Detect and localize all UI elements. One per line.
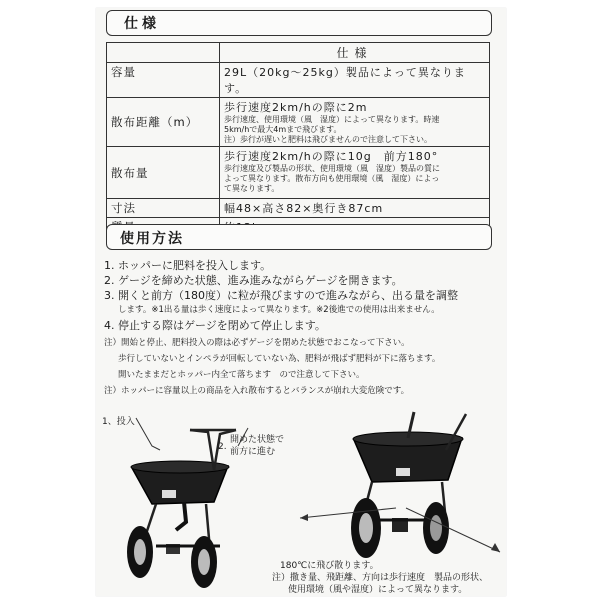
spec-label-amount: 散布量 <box>107 147 220 199</box>
spreader-illustration <box>96 410 506 596</box>
spec-row-dimensions <box>107 199 490 218</box>
note-1-line-3: 開いたままだとホッパー内全て落ちます ので注意して下さい。 <box>118 370 365 380</box>
arrow-right-icon <box>491 543 500 552</box>
note-1: 注）開始と停止、肥料投入の際は必ずゲージを閉めた状態でおこなって下さい。 <box>104 338 410 348</box>
label-input: 1、投入 <box>102 417 135 427</box>
spec-table <box>106 42 490 237</box>
spec-value-amount: 歩行速度2km/hの際に10g 前方180° 歩行速度及び製品の形状、使用環境（風 湿度）製品の質に よって異なります。散布方向も使用環境（風 湿度）によっ て異なります。 <box>220 147 490 199</box>
spec-table-header: 仕様 <box>220 43 490 63</box>
note-2: 注）ホッパーに容量以上の商品を入れ散布するとバランスが崩れ大変危険です。 <box>104 386 410 396</box>
usage-steps <box>104 258 500 399</box>
label-caution-line-1: 注）撒き量、飛距離、方向は歩行速度 製品の形状、 <box>272 573 489 583</box>
step-3-detail: します。※1出る量は歩く速度によって異なります。※2後進での使用は出来ません。 <box>118 305 440 315</box>
label-spread: 180℃に飛び散ります。 <box>280 561 379 571</box>
step-4: 4. 停止する際はゲージを閉めて停止します。 <box>104 319 326 332</box>
spreader-right-image <box>300 412 500 558</box>
spec-row-distance <box>107 98 490 147</box>
step-2: 2. ゲージを締めた状態、進み進みながらゲージを開きます。 <box>104 274 403 287</box>
label-open-line-1: 開めた状態で <box>230 435 285 445</box>
spec-value-distance: 歩行速度2km/hの際に2m 歩行速度、使用環境（風 湿度）によって異なります。時速 5km/hで最大4mまで飛びます。 注）歩行が遅いと肥料は飛びませんので注意して下さい。 <box>220 98 490 147</box>
spreader-left-image <box>127 430 236 588</box>
spec-heading-box <box>106 10 492 36</box>
spec-label-distance: 散布距離（m） <box>107 98 220 147</box>
spec-value-dimensions: 幅48×高さ82×奥行き87cm <box>220 199 490 218</box>
step-1: 1. ホッパーに肥料を投入します。 <box>104 259 272 272</box>
spec-heading: 仕様 <box>124 16 160 32</box>
label-open-line-2: 前方に進む <box>230 447 276 457</box>
spec-label-capacity: 容量 <box>107 63 220 98</box>
spec-label-dimensions: 寸法 <box>107 199 220 218</box>
label-open-number: 2. <box>218 442 227 452</box>
usage-heading: 使用方法 <box>120 231 184 247</box>
spec-value-capacity: 29L（20kg～25kg）製品によって異なります。 <box>220 63 490 98</box>
label-caution-line-2: 使用環境（風や湿度）によって異なります。 <box>288 585 468 595</box>
step-3: 3. 開くと前方（180度）に粒が飛びますので進みながら、出る量を調整 <box>104 289 458 302</box>
spec-row-amount <box>107 147 490 199</box>
note-1-line-2: 歩行していないとインペラが回転していない為、肥料が飛ばず肥料が下に落ちます。 <box>118 354 441 364</box>
arrow-left-icon <box>300 514 308 521</box>
spec-row-capacity <box>107 63 490 98</box>
